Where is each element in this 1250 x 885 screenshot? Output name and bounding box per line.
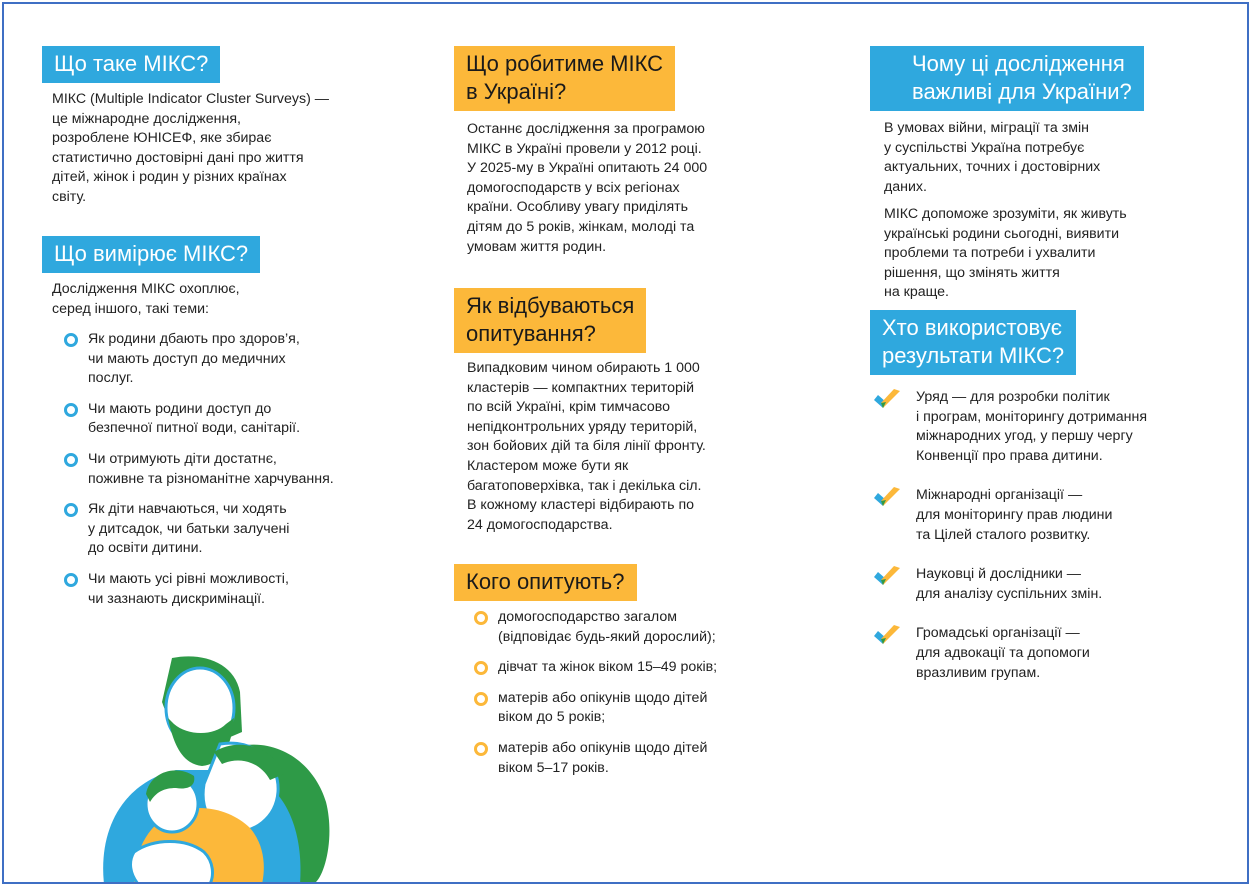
list-item [916, 624, 1236, 683]
text-line: 24 домогосподарства. [467, 516, 613, 533]
list-item-text: Як діти навчаються, чи ходять [88, 501, 287, 518]
list-item-text: до освіти дитини. [88, 540, 203, 557]
list-item [88, 400, 408, 439]
text-line: світу. [52, 188, 87, 205]
list-item-text: (відповідає будь-який дорослий); [498, 628, 716, 645]
ring-bullet-icon [64, 503, 78, 517]
ring-bullet-icon [474, 742, 488, 756]
text-line: в Україні? [466, 79, 567, 104]
list-item [916, 388, 1236, 466]
ukraine-title [454, 46, 675, 111]
what-body [52, 90, 329, 208]
text-line: даних. [884, 178, 927, 195]
text-line: Чому ці дослідження [912, 51, 1125, 76]
text-line: дітей, жінок і родин у різних країнах [52, 169, 287, 186]
text-line: важливі для України? [912, 79, 1132, 104]
text-line: Кластером може бути як [467, 457, 629, 474]
measure-intro [52, 280, 240, 319]
text-line: країни. Особливу увагу приділять [467, 199, 689, 216]
list-item-text: домогосподарство загалом [498, 609, 678, 625]
text-line: серед іншого, такі теми: [52, 300, 209, 317]
list-item-text: чи мають доступ до медичних [88, 350, 286, 367]
text-line: Випадковим чином обирають 1 000 [467, 360, 700, 376]
ring-bullet-icon [64, 573, 78, 587]
ring-bullet-icon [474, 692, 488, 706]
text-line: Що робитиме МІКС [466, 51, 664, 76]
list-item [498, 689, 808, 728]
list-item-text: Чи мають усі рівні можливості, [88, 570, 289, 587]
what-title: Що таке МІКС? [42, 46, 220, 83]
list-item-text: чи зазнають дискримінації. [88, 590, 265, 607]
list-item [88, 500, 408, 559]
check-icon [872, 624, 902, 646]
list-item-text: Чи отримують діти достатнє, [88, 450, 277, 467]
how-body [467, 359, 706, 535]
family-illustration [64, 652, 364, 884]
why-body-1 [884, 119, 1100, 197]
list-item [88, 450, 408, 489]
list-item [498, 658, 808, 678]
list-item-text: для адвокації та допомоги [916, 644, 1090, 661]
brochure-page [2, 2, 1249, 884]
text-line: домогосподарств у всіх регіонах [467, 179, 680, 196]
list-item [88, 330, 408, 389]
list-item-text: Конвенції про права дитини. [916, 447, 1103, 464]
list-item-text: Як родини дбають про здоров’я, [88, 331, 300, 347]
list-item-text: Уряд — для розробки політик [916, 389, 1110, 405]
list-item-text: Громадські організації — [916, 625, 1080, 642]
list-item [498, 739, 808, 778]
text-line: актуальних, точних і достовірних [884, 159, 1101, 176]
list-item-text: матерів або опікунів щодо дітей [498, 689, 708, 706]
list-item-text: віком до 5 років; [498, 709, 606, 726]
check-icon [872, 565, 902, 587]
who-list [498, 608, 808, 789]
list-item-text: вразливим групам. [916, 664, 1041, 681]
users-list [916, 388, 1236, 703]
list-item-text: та Цілей сталого розвитку. [916, 526, 1091, 543]
list-item-text: матерів або опікунів щодо дітей [498, 739, 708, 756]
ring-bullet-icon [64, 453, 78, 467]
text-line: МІКС (Multiple Indicator Cluster Surveys) — [52, 91, 329, 107]
text-line: непідконтрольних уряду територій, [467, 418, 698, 435]
text-line: багатоповерхівка, так і декілька сіл. [467, 477, 702, 494]
text-line: умовам життя родин. [467, 238, 607, 255]
list-item [916, 565, 1236, 604]
why-title [870, 46, 1144, 111]
list-item-text: у дитсадок, чи батьки залучені [88, 520, 290, 537]
text-line: опитування? [466, 321, 596, 346]
text-line: на краще. [884, 284, 950, 301]
list-item-text: Науковці й дослідники — [916, 566, 1081, 583]
text-line: статистично достовірні дані про життя [52, 149, 304, 166]
list-item-text: для аналізу суспільних змін. [916, 585, 1103, 602]
text-line: МІКС допоможе зрозуміти, як живуть [884, 206, 1127, 222]
ukraine-body [467, 120, 707, 257]
users-title [870, 310, 1076, 375]
ring-bullet-icon [64, 333, 78, 347]
check-icon [872, 486, 902, 508]
text-line: рішення, що змінять життя [884, 264, 1060, 281]
text-line: У 2025-му в Україні опитають 24 000 [467, 160, 708, 177]
list-item [498, 608, 808, 647]
list-item-text: і програм, моніторингу дотримання [916, 408, 1148, 425]
list-item-text: міжнародних угод, у першу чергу [916, 428, 1133, 445]
list-item-text: дівчат та жінок віком 15–49 років; [498, 659, 718, 676]
text-line: В кожному кластері відбирають по [467, 497, 695, 514]
list-item-text: безпечної питної води, санітарії. [88, 420, 301, 437]
text-line: це міжнародне дослідження, [52, 110, 241, 127]
measure-list [88, 330, 408, 620]
text-line: результати МІКС? [882, 343, 1065, 368]
why-body-2 [884, 205, 1127, 303]
text-line: Хто використовує [882, 315, 1062, 340]
check-icon [872, 388, 902, 410]
text-line: В умовах війни, міграції та змін [884, 120, 1089, 136]
list-item-text: Міжнародні організації — [916, 487, 1083, 504]
text-line: проблеми та потреби і ухвалити [884, 245, 1096, 262]
text-line: Дослідження МІКС охоплює, [52, 281, 240, 297]
text-line: Останнє дослідження за програмою [467, 121, 705, 137]
text-line: по всій Україні, крім тимчасово [467, 399, 670, 416]
list-item-text: Чи мають родини доступ до [88, 400, 272, 417]
text-line: Як відбуваються [466, 293, 635, 318]
list-item-text: віком 5–17 років. [498, 759, 609, 776]
list-item-text: поживне та різноманітне харчування. [88, 470, 334, 487]
list-item-text: для моніторингу прав людини [916, 506, 1113, 523]
text-line: українські родини сьогодні, виявити [884, 225, 1120, 242]
text-line: кластерів — компактних територій [467, 379, 694, 396]
text-line: у суспільстві Україна потребує [884, 139, 1085, 156]
text-line: дітям до 5 років, жінкам, молоді та [467, 218, 695, 235]
list-item [916, 486, 1236, 545]
list-item-text: послуг. [88, 370, 134, 387]
text-line: МІКС в Україні провели у 2012 році. [467, 140, 702, 157]
how-title [454, 288, 646, 353]
text-line: розроблене ЮНІСЕФ, яке збирає [52, 130, 272, 147]
list-item [88, 570, 408, 609]
who-title: Кого опитують? [454, 564, 637, 601]
ring-bullet-icon [474, 611, 488, 625]
text-line: зон бойових дій та біля лінії фронту. [467, 438, 706, 455]
ring-bullet-icon [474, 661, 488, 675]
ring-bullet-icon [64, 403, 78, 417]
measure-title: Що вимірює МІКС? [42, 236, 260, 273]
